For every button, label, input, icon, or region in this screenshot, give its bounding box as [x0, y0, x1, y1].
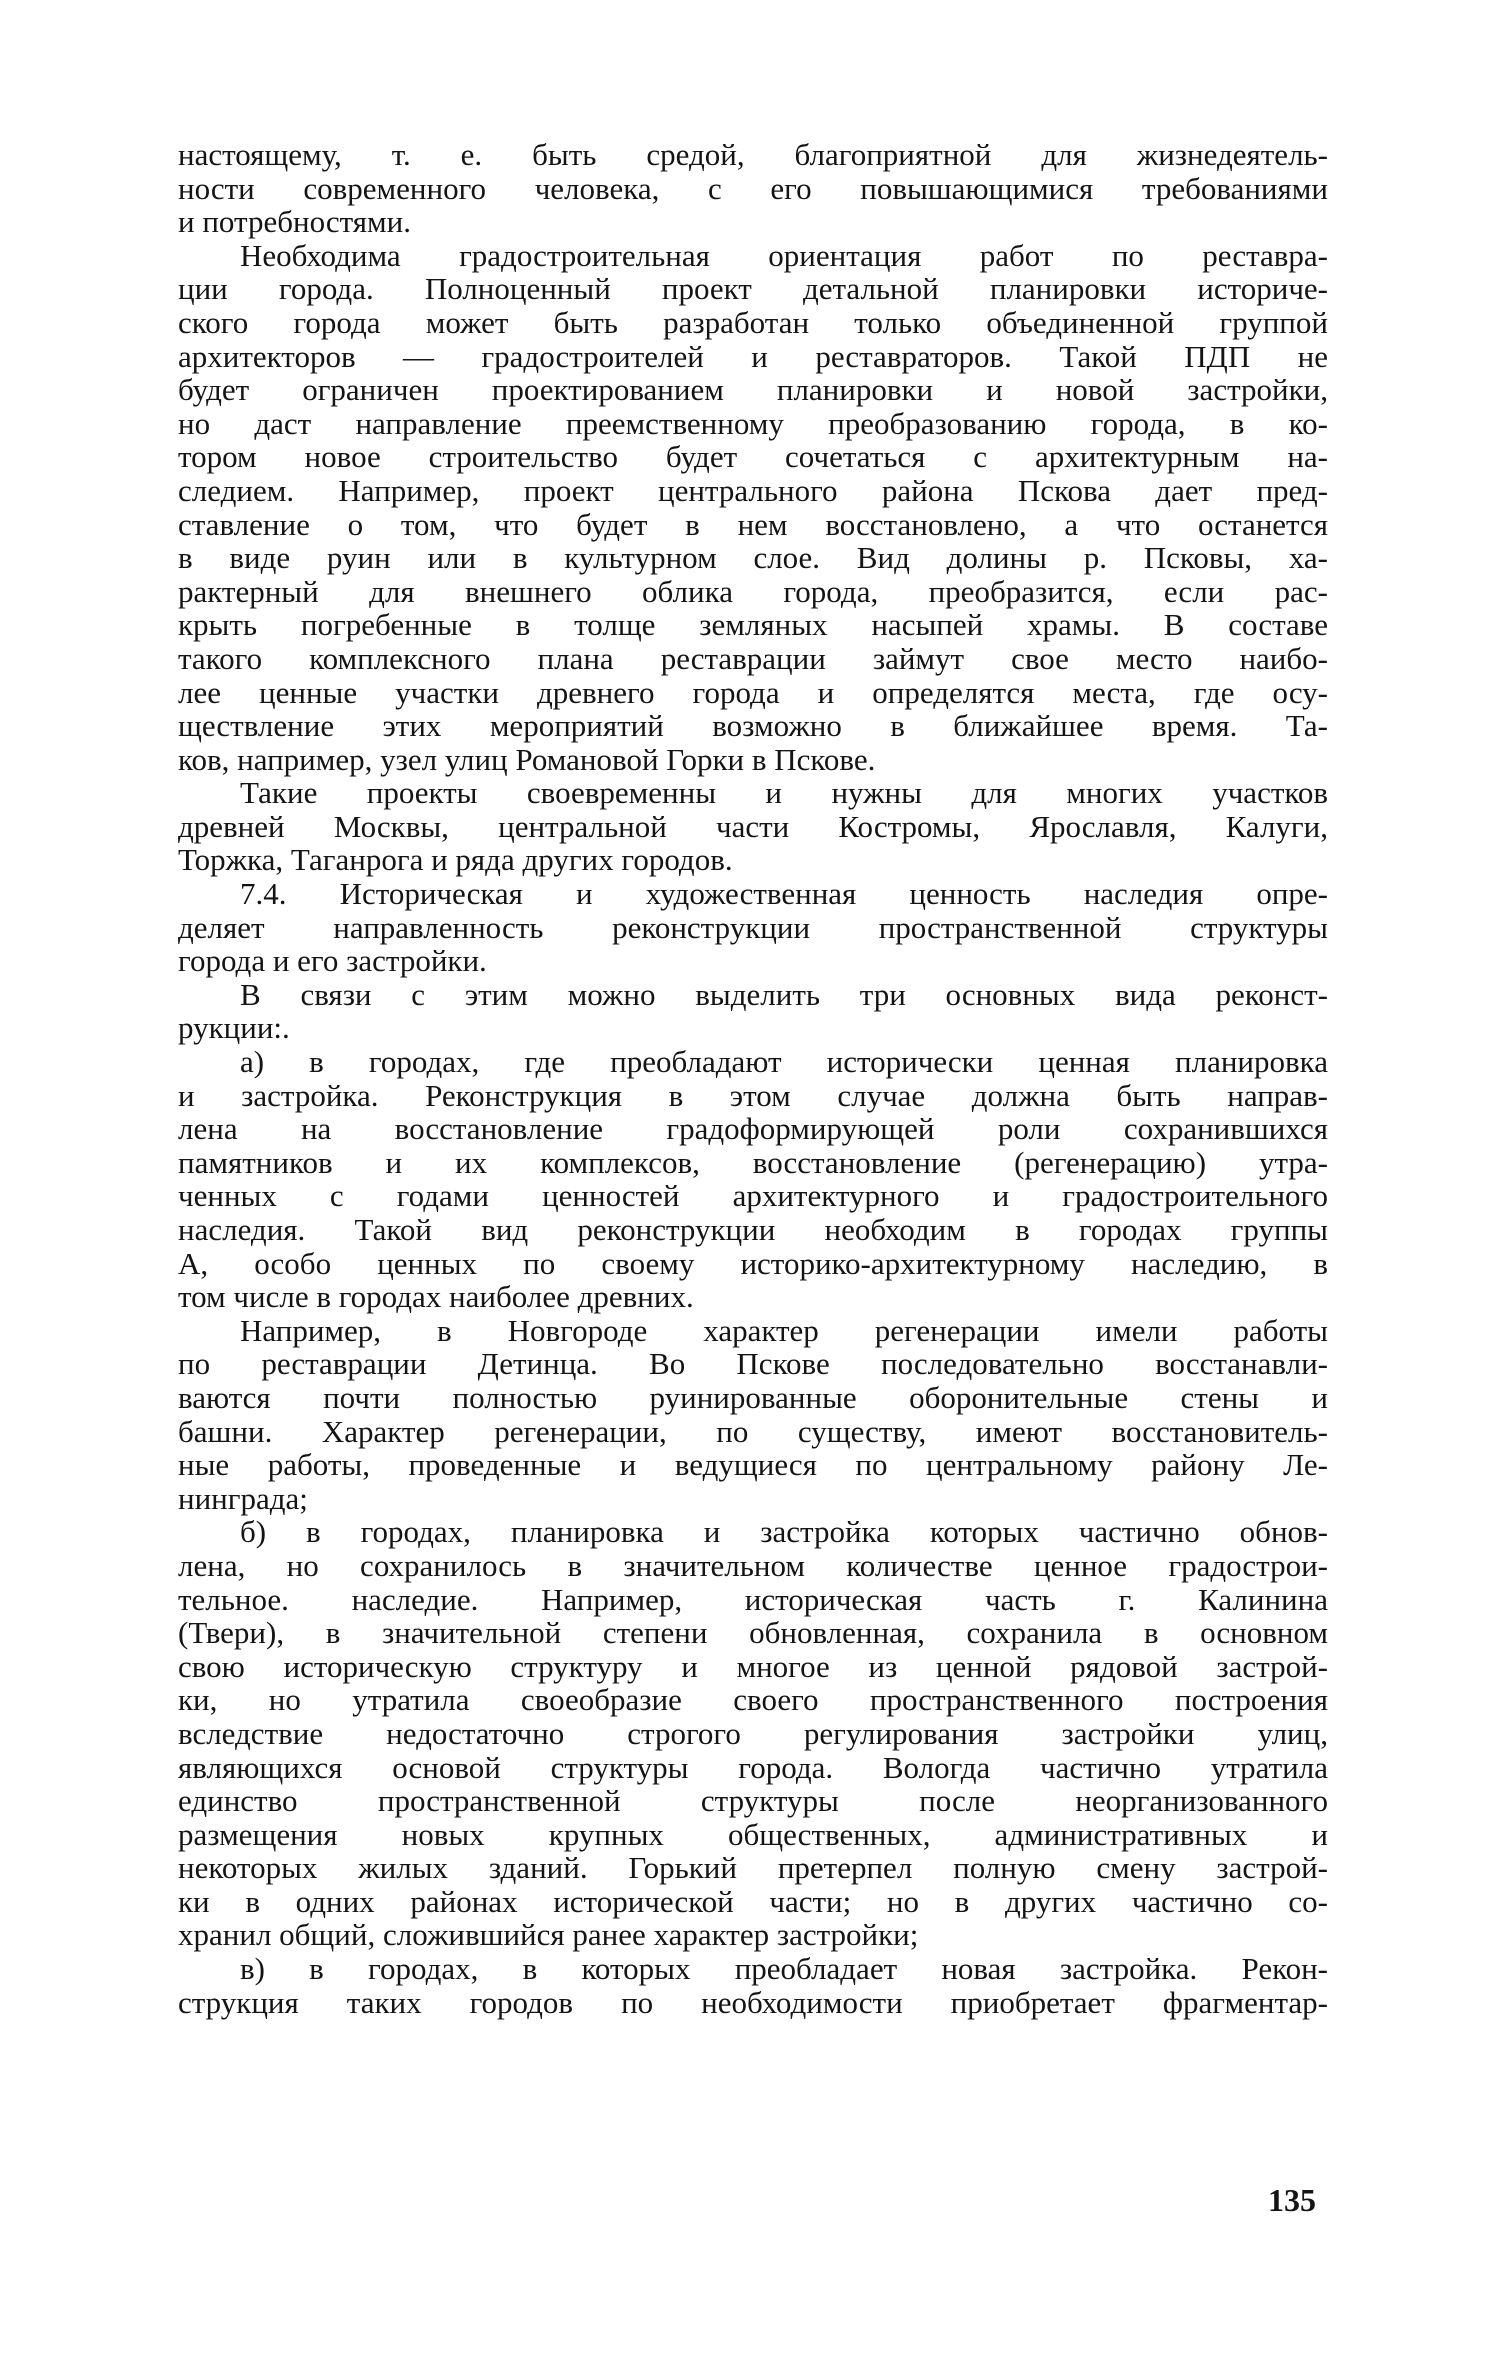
text-line: (Твери), в значительной степени обновленная, сохранила в основном [178, 1615, 1328, 1651]
text-line: Такие проекты своевременны и нужны для многих участков [240, 775, 1328, 811]
text-line: 7.4. Историческая и художественная ценность наследия опре- [240, 876, 1328, 912]
text-line: памятников и их комплексов, восстановление (регенерацию) утра- [178, 1144, 1328, 1180]
text-line: а) в городах, где преобладают исторически ценная планировка [240, 1044, 1328, 1080]
text-line: струкция таких городов по необходимости приобретает фрагментар- [178, 1984, 1328, 2020]
text-line: Например, в Новгороде характер регенерации имели работы [240, 1312, 1328, 1348]
text-line: в) в городах, в которых преобладает новая застройка. Рекон- [240, 1951, 1328, 1987]
body-text [178, 138, 1328, 2019]
text-line: ности современного человека, с его повышающимися требованиями [178, 170, 1328, 206]
text-line: являющихся основой структуры города. Вологда частично утратила [178, 1749, 1328, 1785]
text-line: свою историческую структуру и многое из ценной рядовой застрой- [178, 1648, 1328, 1684]
text-line: ского города может быть разработан только объединенной группой [178, 304, 1328, 340]
text-line: ные работы, проведенные и ведущиеся по центральному району Ле- [178, 1447, 1328, 1483]
text-line: хранил общий, сложившийся ранее характер застройки; [178, 1917, 919, 1953]
text-line: лее ценные участки древнего города и определятся места, где осу- [178, 674, 1328, 710]
text-line: рукции:. [178, 1010, 290, 1046]
text-line: лена, но сохранилось в значительном количестве ценное градострои- [178, 1547, 1328, 1583]
page-number: 135 [1268, 2182, 1316, 2218]
text-line: В связи с этим можно выделить три основных вида реконст- [240, 976, 1328, 1012]
text-line: б) в городах, планировка и застройка которых частично обнов- [240, 1514, 1328, 1550]
text-line: ваются почти полностью руинированные оборонительные стены и [178, 1379, 1328, 1415]
text-line: ченных с годами ценностей архитектурного и градостроительного [178, 1178, 1328, 1214]
text-line: наследия. Такой вид реконструкции необходим в городах группы [178, 1212, 1328, 1247]
text-line: но даст направление преемственному преобразованию города, в ко- [178, 405, 1328, 441]
text-line: ки, но утратила своеобразие своего пространственного построения [178, 1682, 1328, 1718]
text-line: некоторых жилых зданий. Горький претерпел полную смену застрой- [178, 1850, 1328, 1886]
text-line: настоящему, т. е. быть средой, благоприятной для жизнедеятель- [178, 137, 1328, 172]
text-line: деляет направленность реконструкции пространственной структуры [178, 909, 1328, 945]
text-line: ков, например, узел улиц Романовой Горки в Пскове. [178, 741, 876, 777]
text-line: единство пространственной структуры после неорганизованного [178, 1783, 1328, 1819]
text-line: ки в одних районах исторической части; но в других частично со- [178, 1883, 1328, 1919]
text-line: Торжка, Таганрога и ряда других городов. [178, 842, 733, 878]
text-line: будет ограничен проектированием планировки и новой застройки, [178, 372, 1328, 408]
text-line: вследствие недостаточно строгого регулирования застройки улиц, [178, 1715, 1328, 1751]
text-line: тельное. наследие. Например, историческая часть г. Калинина [178, 1581, 1328, 1617]
text-line: древней Москвы, центральной части Костромы, Ярославля, Калуги, [178, 808, 1328, 844]
text-line: ции города. Полноценный проект детальной планировки историче- [178, 271, 1328, 307]
text-line: ществление этих мероприятий возможно в ближайшее время. Та- [178, 708, 1328, 744]
text-line: тором новое строительство будет сочетаться с архитектурным на- [178, 439, 1328, 475]
text-line: том числе в городах наиболее древних. [178, 1279, 694, 1315]
text-line: по реставрации Детинца. Во Пскове последовательно восстанавли- [178, 1346, 1328, 1382]
text-line: архитекторов — градостроителей и реставраторов. Такой ПДП не [178, 338, 1328, 374]
text-line: города и его застройки. [178, 943, 487, 979]
text-line: в виде руин или в культурном слое. Вид долины р. Псковы, ха- [178, 540, 1328, 576]
text-line: и застройка. Реконструкция в этом случае должна быть направ- [178, 1077, 1328, 1113]
text-line: ставление о том, что будет в нем восстановлено, а что останется [178, 506, 1328, 542]
text-line: такого комплексного плана реставрации займут свое место наибо- [178, 640, 1328, 676]
text-line: размещения новых крупных общественных, административных и [178, 1816, 1328, 1852]
text-line: башни. Характер регенерации, по существу, имеют восстановитель- [178, 1413, 1328, 1449]
text-line: А, особо ценных по своему историко-архитектурному наследию, в [178, 1245, 1328, 1281]
text-line: и потребностями. [178, 204, 411, 240]
text-line: крыть погребенные в толще земляных насыпей храмы. В составе [178, 607, 1328, 643]
text-line: Необходима градостроительная ориентация работ по реставра- [240, 237, 1328, 273]
text-line: нинграда; [178, 1480, 308, 1516]
text-line: лена на восстановление градоформирующей роли сохранившихся [178, 1111, 1328, 1147]
text-line: следием. Например, проект центрального района Пскова дает пред- [178, 472, 1328, 508]
text-line: рактерный для внешнего облика города, преобразится, если рас- [178, 573, 1328, 609]
